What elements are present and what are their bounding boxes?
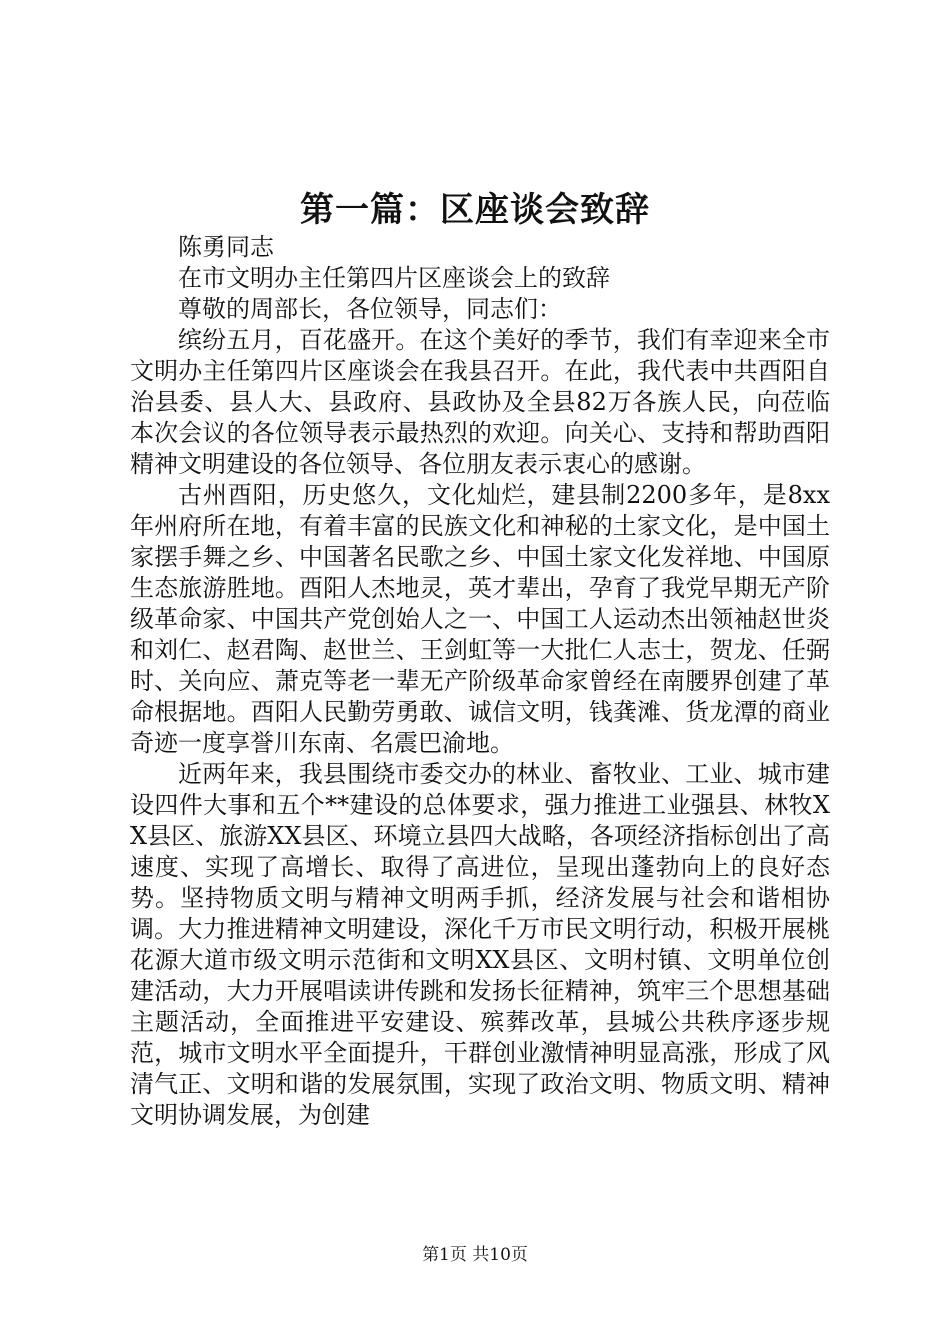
signature-line: 陈勇同志 (178, 233, 274, 261)
document-body (130, 232, 830, 1131)
body-paragraph: 近两年来，我县围绕市委交办的林业、畜牧业、工业、城市建设四件大事和五个**建设的总体要求，强力推进工业强县、林牧XX县区、旅游XX县区、环境立县四大战略，各项经济指标创出了高速度、实现了高增长、取得了高进位，呈现出蓬勃向上的良好态势。坚持物质文明与精神文明两手抓，经济发展与社会和谐相协调。大力推进精神文明建设，深化千万市民文明行动，积极开展桃花源大道市级文明示范街和文明XX县区、文明村镇、文明单位创建活动，大力开展唱读讲传跳和发扬长征精神，筑牢三个思想基础主题活动，全面推进平安建设、殡葬改革，县城公共秩序逐步规范，城市文明水平全面提升，干群创业激情神明显高涨，形成了风清气正、文明和谐的发展氛围，实现了政治文明、物质文明、精神文明协调发展，为创建 (130, 760, 830, 1129)
document-title: 第一篇：区座谈会致辞 (300, 190, 650, 230)
body-paragraph: 缤纷五月，百花盛开。在这个美好的季节，我们有幸迎来全市文明办主任第四片区座谈会在我县召开。在此，我代表中共酉阳自治县委、县人大、县政府、县政协及全县82万各族人民，向莅临本次会议的各位领导表示最热烈的欢迎。向关心、支持和帮助酉阳精神文明建设的各位领导、各位朋友表示衷心的感谢。 (130, 326, 830, 478)
body-paragraph: 古州酉阳，历史悠久，文化灿烂，建县制2200多年，是8xx年州府所在地，有着丰富的民族文化和神秘的土家文化，是中国土家摆手舞之乡、中国著名民歌之乡、中国土家文化发祥地、中国原生态旅游胜地。酉阳人杰地灵，英才辈出，孕育了我党早期无产阶级革命家、中国共产党创始人之一、中国工人运动杰出领袖赵世炎和刘仁、赵君陶、赵世兰、王剑虹等一大批仁人志士，贺龙、任弼时、关向应、萧克等老一辈无产阶级革命家曾经在南腰界创建了革命根据地。酉阳人民勤劳勇敢、诚信文明，钱龚滩、货龙潭的商业奇迹一度享誉川东南、名震巴渝地。 (130, 481, 830, 757)
salutation: 尊敬的周部长，各位领导，同志们： (178, 295, 562, 323)
page-footer: 第1页 共10页 (422, 1245, 528, 1265)
speech-heading: 在市文明办主任第四片区座谈会上的致辞 (178, 264, 610, 292)
